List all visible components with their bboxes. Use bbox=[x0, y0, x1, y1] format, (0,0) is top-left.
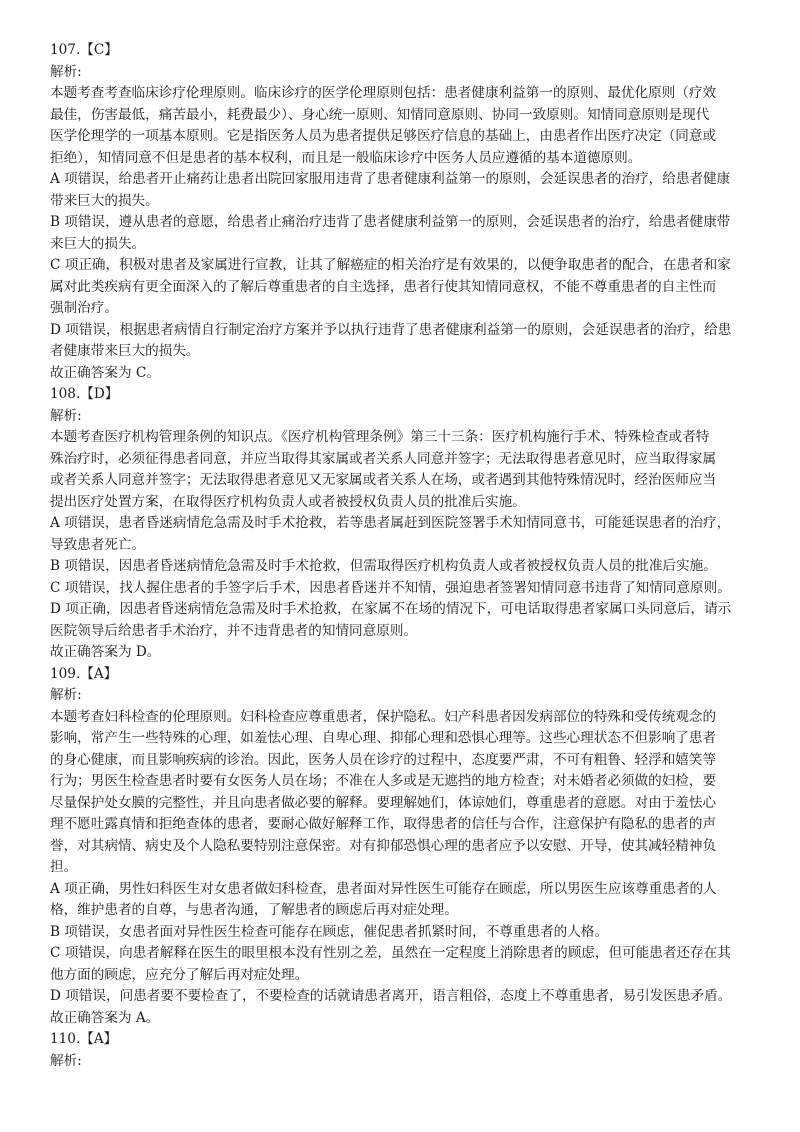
text-line: 解析: bbox=[50, 687, 82, 703]
text-line: 格，维护患者的自尊，与患者沟通，了解患者的顾虑后再对症处理。 bbox=[50, 902, 458, 918]
question-block bbox=[50, 40, 760, 384]
text-line: 解析: bbox=[50, 407, 82, 424]
text-line: C 项错误，向患者解释在医生的眼里根本没有性别之差，虽然在一定程度上消除患者的顾虑，但可能患者还存在其 bbox=[50, 945, 731, 961]
text-line: 本题考查医疗机构管理条例的知识点。《医疗机构管理条例》第三十三条：医疗机构施行手术、特殊检查或者特 bbox=[50, 429, 710, 445]
text-line: 理不愿吐露真情和拒绝查体的患者，要耐心做好解释工作，取得患者的信任与合作，注意保护有隐私的患者的声 bbox=[50, 816, 717, 832]
text-line: D 项错误，根据患者病情自行制定治疗方案并予以执行违背了患者健康利益第一的原则，会延误患者的治疗，给患 bbox=[50, 321, 732, 338]
text-line: 医院领导后给患者手术治疗，并不违背患者的知情同意原则。 bbox=[50, 622, 418, 639]
text-line: C 项正确，积极对患者及家属进行宣教，让其了解癌症的相关治疗是有效果的，以便争取患者的配合，在患者和家 bbox=[50, 257, 731, 273]
question-block bbox=[50, 384, 760, 664]
text-line: 影响，常产生一些特殊的心理，如羞怯心理、自卑心理、抑郁心理和恐惧心理等。这些心理状态不但影响了患者 bbox=[50, 730, 717, 746]
question-header: 107.【C】 bbox=[50, 42, 118, 58]
text-line: 解析: bbox=[50, 63, 82, 80]
text-line: 本题考查考查临床诊疗伦理原则。临床诊疗的医学伦理原则包括：患者健康利益第一的原则、最优化原则（疗效 bbox=[50, 85, 717, 101]
text-line: D 项错误，问患者要不要检查了，不要检查的话就请患者离开，语言粗俗，态度上不尊重患者，易引发医患矛盾。 bbox=[50, 988, 732, 1004]
text-line: 拒绝），知情同意不但是患者的基本权利，而且是一般临床诊疗中医务人员应遵循的基本道德原则。 bbox=[50, 149, 642, 166]
question-block bbox=[50, 1029, 760, 1072]
text-line: 行为；男医生检查患者时要有女医务人员在场；不准在人多或是无遮挡的地方检查；对未婚者必须做的妇检，要 bbox=[50, 773, 717, 789]
text-line: A 项错误，患者昏迷病情危急需及时手术抢救，若等患者属赶到医院签署手术知情同意书，可能延误患者的治疗， bbox=[50, 515, 731, 531]
text-line: 尽量保护处女膜的完整性，并且向患者做必要的解释。要理解她们，体谅她们，尊重患者的意愿。对由于羞怯心 bbox=[50, 794, 717, 811]
text-line: 誉，对其病情、病史及个人隐私要特别注意保密。对有抑郁恐惧心理的患者应予以安慰、开导，使其减轻精神负 bbox=[50, 837, 717, 854]
text-line: B 项错误，因患者昏迷病情危急需及时手术抢救，但需取得医疗机构负责人或者被授权负责人员的批准后实施。 bbox=[50, 558, 717, 574]
text-line: 导致患者死亡。 bbox=[50, 536, 146, 553]
text-line: C 项错误，找人握住患者的手签字后手术，因患者昏迷并不知情，强迫患者签署知情同意书违背了知情同意原则。 bbox=[50, 579, 731, 596]
text-line: A 项错误，给患者开止痛药让患者出院回家服用违背了患者健康利益第一的原则，会延误患者的治疗，给患者健康 bbox=[50, 171, 731, 187]
text-line: 的身心健康，而且影响疾病的诊治。因此，医务人员在诊疗的过程中，态度要严肃，不可有粗鲁、轻浮和嬉笑等 bbox=[50, 751, 717, 768]
text-line: 本题考查妇科检查的伦理原则。妇科检查应尊重患者，保护隐私。妇产科患者因发病部位的特殊和受传统观念的 bbox=[50, 708, 717, 725]
text-line: 故正确答案为 C。 bbox=[50, 364, 160, 381]
text-line: 故正确答案为 D。 bbox=[50, 644, 161, 660]
text-line: 殊治疗时，必须征得患者同意，并应当取得其家属或者关系人同意并签字；无法取得患者意见时，应当取得家属 bbox=[50, 450, 717, 467]
text-line: 者健康带来巨大的损失。 bbox=[50, 343, 200, 359]
text-line: 提出医疗处置方案，在取得医疗机构负责人或者被授权负责人员的批准后实施。 bbox=[50, 493, 526, 510]
question-header: 109.【A】 bbox=[50, 665, 118, 682]
text-line: 或者关系人同意并签字；无法取得患者意见又无家属或者关系人在场，或者遇到其他特殊情况时，经治医师应当 bbox=[50, 472, 717, 488]
text-line: 他方面的顾虑，应充分了解后再对症处理。 bbox=[50, 966, 309, 983]
text-line: 担。 bbox=[50, 859, 78, 875]
text-line: 故正确答案为 A。 bbox=[50, 1009, 160, 1026]
text-line: 来巨大的损失。 bbox=[50, 235, 146, 252]
text-line: B 项错误，遵从患者的意愿，给患者止痛治疗违背了患者健康利益第一的原则，会延误患者的治疗，给患者健康带 bbox=[50, 214, 731, 230]
text-line: 医学伦理学的一项基本原则。它是指医务人员为患者提供足够医疗信息的基础上，由患者作出医疗决定（同意或 bbox=[50, 128, 717, 144]
text-line: 解析: bbox=[50, 1052, 82, 1069]
question-block bbox=[50, 664, 760, 1030]
question-header: 110.【A】 bbox=[50, 1031, 118, 1047]
text-line: 最佳，伤害最低，痛苦最小，耗费最少）、身心统一原则、知情同意原则、协同一致原则。知情同意原则是现代 bbox=[50, 106, 710, 123]
text-line: 带来巨大的损失。 bbox=[50, 192, 159, 209]
text-line: 强制治疗。 bbox=[50, 300, 118, 316]
text-line: B 项错误，女患者面对异性医生检查可能存在顾虑，催促患者抓紧时间，不尊重患者的人格。 bbox=[50, 923, 609, 940]
text-line: D 项正确，因患者昏迷病情危急需及时手术抢救，在家属不在场的情况下，可电话取得患者家属口头同意后，请示 bbox=[50, 601, 732, 617]
question-header: 108.【D】 bbox=[50, 386, 119, 402]
text-line: 属对此类疾病有更全面深入的了解后尊重患者的自主选择，患者行使其知情同意权，不能不尊重患者的自主性而 bbox=[50, 278, 717, 295]
text-line: A 项正确，男性妇科医生对女患者做妇科检查，患者面对异性医生可能存在顾虑，所以男医生应该尊重患者的人 bbox=[50, 880, 717, 897]
